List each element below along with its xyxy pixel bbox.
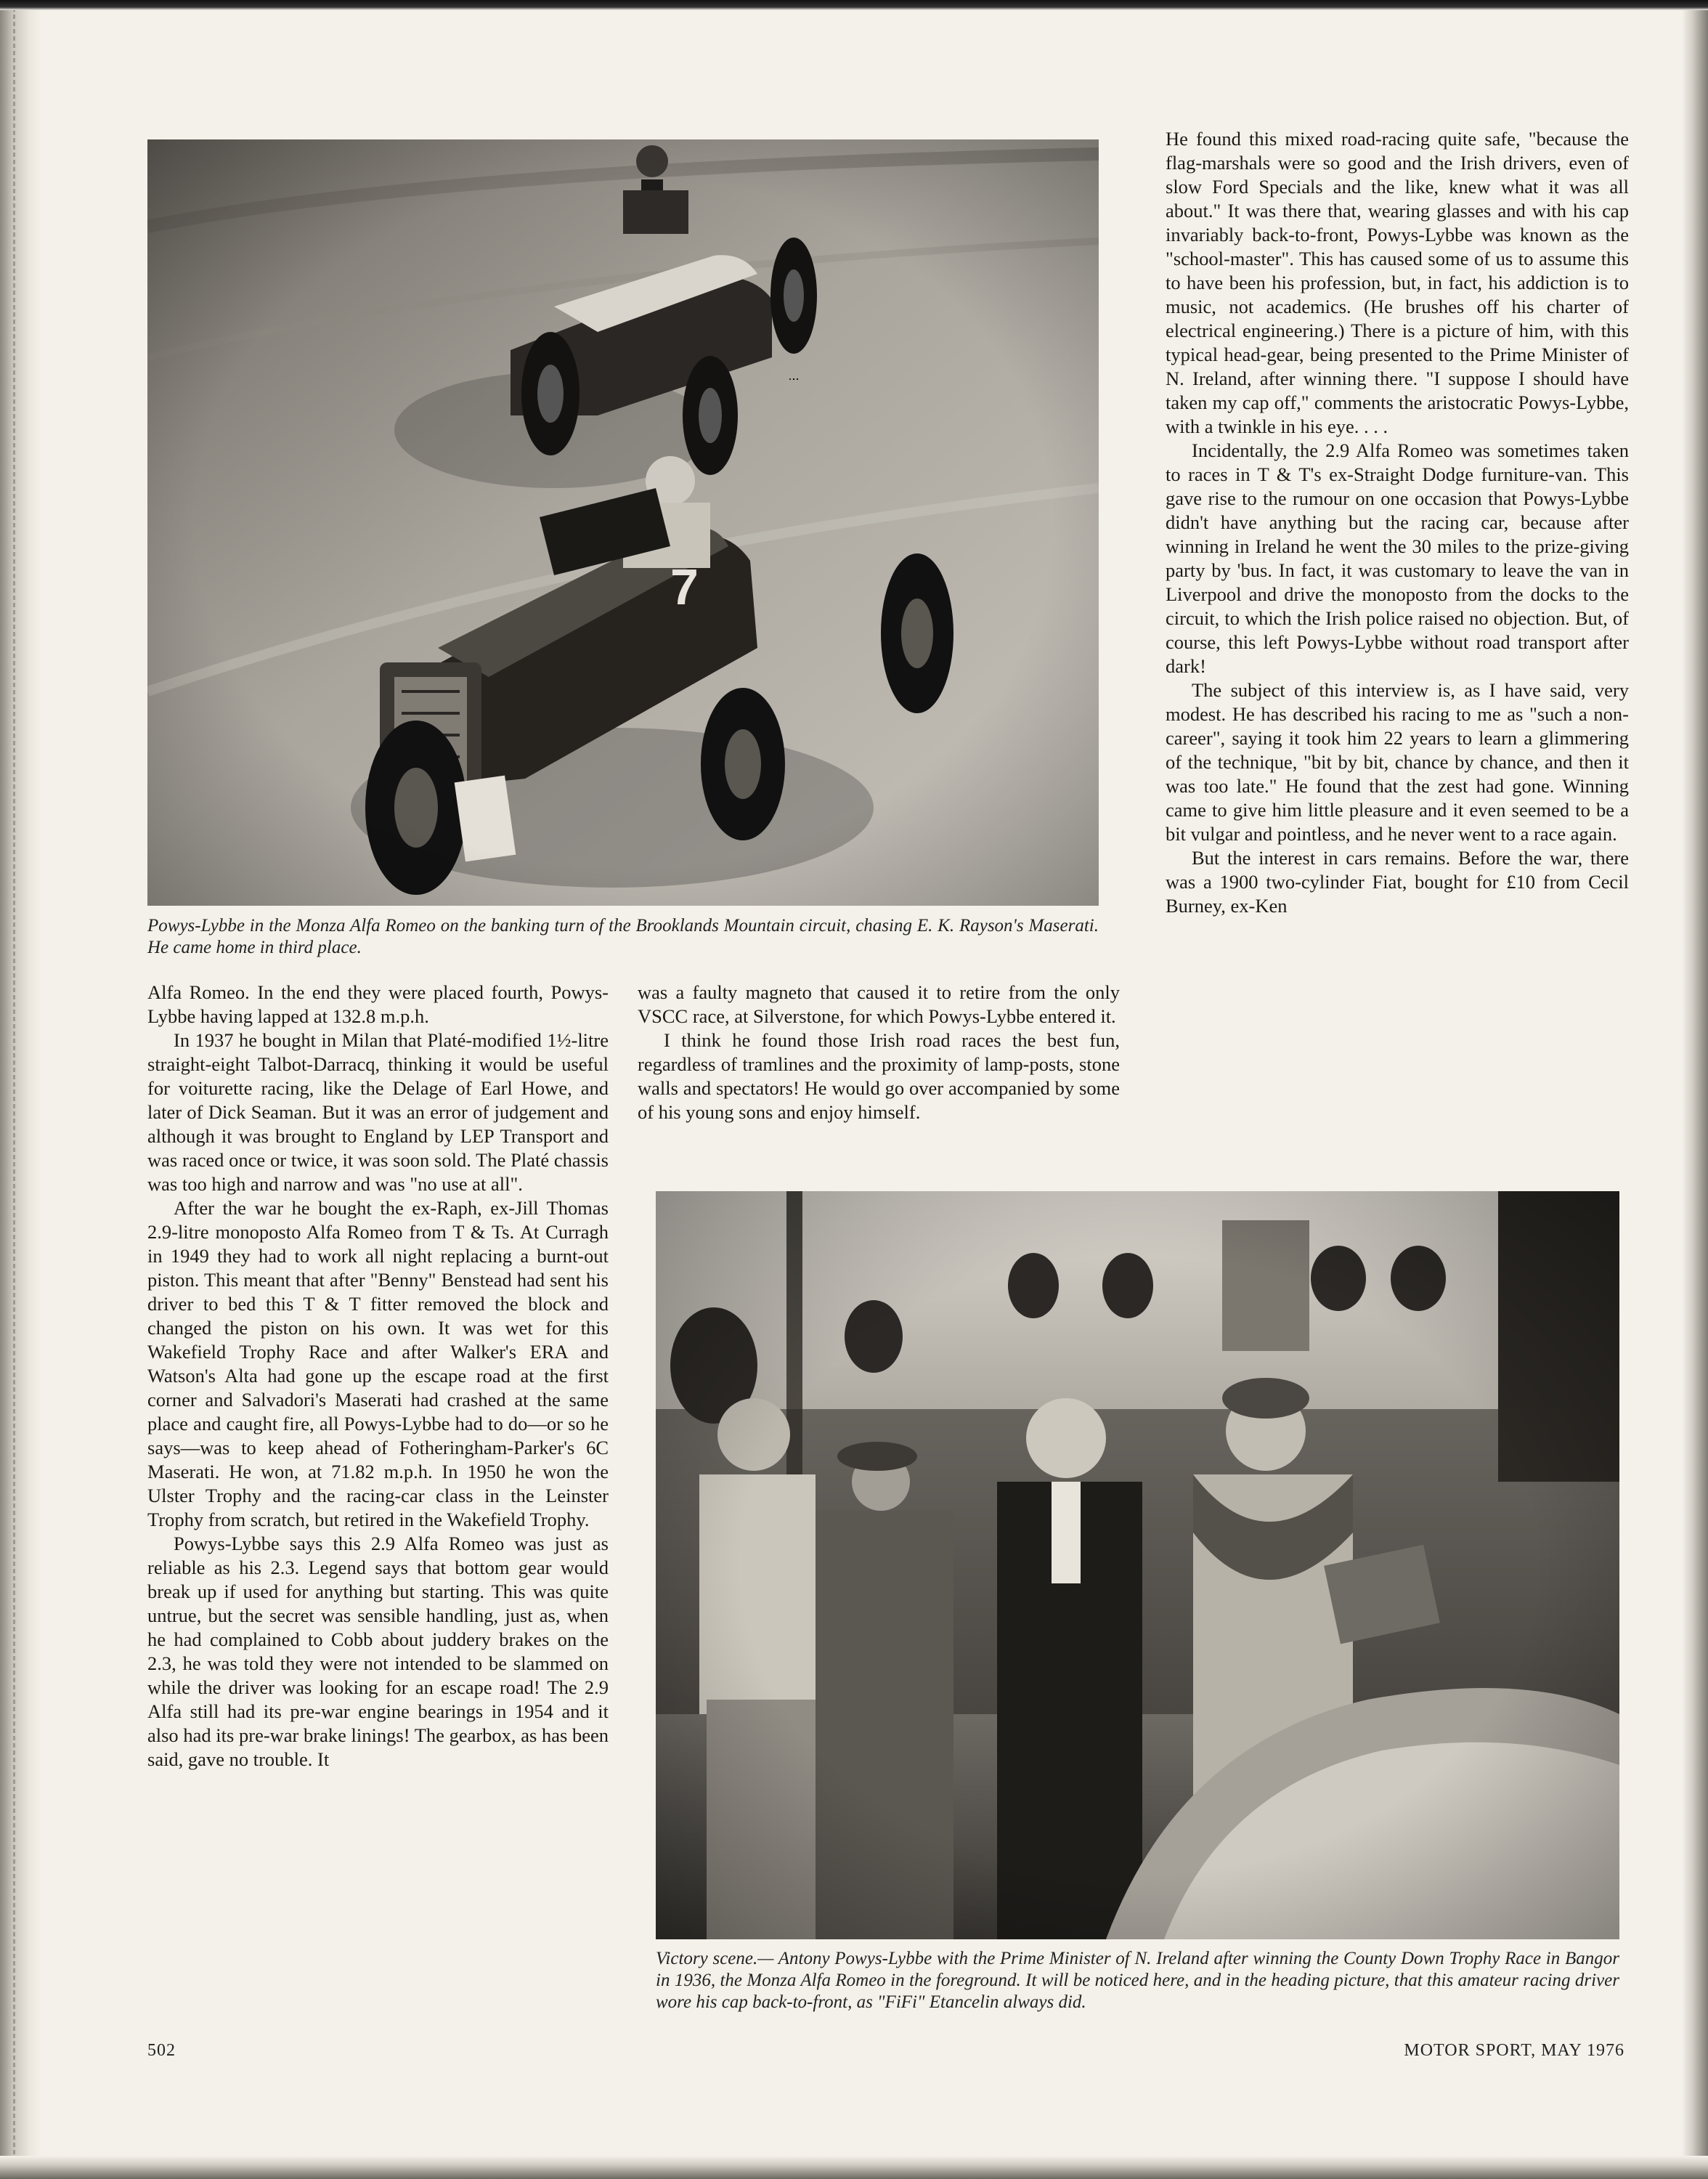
paragraph: The subject of this interview is, as I have said, very modest. He has described his racing to me as "such a non-career", saying it took him 22 years to learn a glimmering of the technique, "bit by bit, chance by chance, and then it was too late." He found that the zest had gone. Winning came to give him little pleasure and it even seemed to be a bit vulgar and pointless, and he never went to a race again. — [1166, 679, 1629, 845]
paragraph: I think he found those Irish road races the best fun, regardless of tramlines and the proximity of lamp-posts, stone walls and spectators! He would go over accompanied by some of his young sons and enjoy himself. — [638, 1029, 1120, 1123]
page-number: 502 — [147, 2041, 176, 2060]
paragraph: Alfa Romeo. In the end they were placed fourth, Powys-Lybbe having lapped at 132.8 m.p.h. — [147, 981, 609, 1027]
photo-racing-cars — [147, 139, 1099, 906]
column-right — [1166, 127, 1629, 918]
paragraph: Powys-Lybbe says this 2.9 Alfa Romeo was just as reliable as his 2.3. Legend says that bottom gear would break up if used for anything but starting. This was quite untrue, but the secret was sensible handling, just as, when he had complained to Cobb about juddery brakes on the 2.3, he was told they were not intended to be slammed on while the driver was looking for an escape road! The 2.9 Alfa still had its pre-war engine bearings in 1954 and it also had its pre-war brake linings! The gearbox, as has been said, gave no trouble. It — [147, 1533, 609, 1770]
publication-line: MOTOR SPORT, MAY 1976 — [1404, 2041, 1624, 2060]
page-binding-shadow — [0, 0, 42, 2179]
column-middle — [638, 981, 1120, 1124]
photo-victory-scene-caption: Victory scene.— Antony Powys-Lybbe with the Prime Minister of N. Ireland after winning the County Down Trophy Race in Bangor in 1936, the Monza Alfa Romeo in the foreground. It will be noticed here, and in the heading picture, that this amateur racing driver wore his cap back-to-front, as "FiFi" Etancelin always did. — [656, 1949, 1619, 2012]
photo-racing-cars-caption: Powys-Lybbe in the Monza Alfa Romeo on the banking turn of the Brooklands Mountain circuit, chasing E. K. Rayson's Maserati. He came home in third place. — [147, 916, 1099, 957]
photo-victory-scene — [656, 1191, 1619, 1939]
top-edge-shadow — [0, 0, 1708, 10]
paragraph: was a faulty magneto that caused it to retire from the only VSCC race, at Silverstone, for which Powys-Lybbe entered it. — [638, 981, 1120, 1027]
paragraph: He found this mixed road-racing quite safe, "because the flag-marshals were so good and the Irish drivers, even of slow Ford Specials and the like, knew what it was all about." It was there that, wearing glasses and with his cap invariably back-to-front, Powys-Lybbe was known as the "school-master". This has caused some of us to assume this to have been his profession, but, in fact, his addiction is to music, not academics. (He brushes off his charter of electrical engineering.) There is a picture of him, with this typical head-gear, being presented to the Prime Minister of N. Ireland, after winning there. "I suppose I should have taken my cap off," comments the aristocratic Powys-Lybbe, with a twinkle in his eye. . . . — [1166, 128, 1629, 437]
paragraph: In 1937 he bought in Milan that Platé-modified 1½-litre straight-eight Talbot-Darracq, thinking it would be useful for voiturette racing, like the Delage of Earl Howe, and later of Dick Seaman. But it was an error of judgement and although it was brought to England by LEP Transport and was raced once or twice, it was soon sold. The Platé chassis was too high and narrow and was "no use at all". — [147, 1029, 609, 1195]
bottom-edge-shadow — [0, 2156, 1708, 2179]
paragraph: But the interest in cars remains. Before the war, there was a 1900 two-cylinder Fiat, bought for £10 from Cecil Burney, ex-Ken — [1166, 847, 1629, 917]
paragraph: Incidentally, the 2.9 Alfa Romeo was sometimes taken to races in T & T's ex-Straight Dodge furniture-van. This gave rise to the rumour on one occasion that Powys-Lybbe didn't have anything but the racing car, because after winning in Ireland he went the 30 miles to the prize-giving party by 'bus. In fact, it was customary to leave the van in Liverpool and drive the monoposto from the docks to the circuit, to which the Irish police raised no objection. But, of course, this left Powys-Lybbe without road transport after dark! — [1166, 439, 1629, 677]
paragraph: After the war he bought the ex-Raph, ex-Jill Thomas 2.9-litre monoposto Alfa Romeo from T & Ts. At Curragh in 1949 they had to work all night replacing a burnt-out piston. This meant that after "Benny" Benstead had sent his driver to bed this T & T fitter removed the block and changed the piston on his own. It was wet for this Wakefield Trophy Race and after Walker's ERA and Watson's Alta had gone up the escape road at the first corner and Salvadori's Maserati had crashed at the same place and caught fire, all Powys-Lybbe had to do—or so he says—was to keep ahead of Fotheringham-Parker's 6C Maserati. He won, at 71.82 m.p.h. In 1950 he won the Ulster Trophy and the racing-car class in the Leinster Trophy from scratch, but retired in the Wakefield Trophy. — [147, 1197, 609, 1530]
column-left — [147, 981, 609, 1772]
page-edge-shadow — [1682, 0, 1708, 2179]
